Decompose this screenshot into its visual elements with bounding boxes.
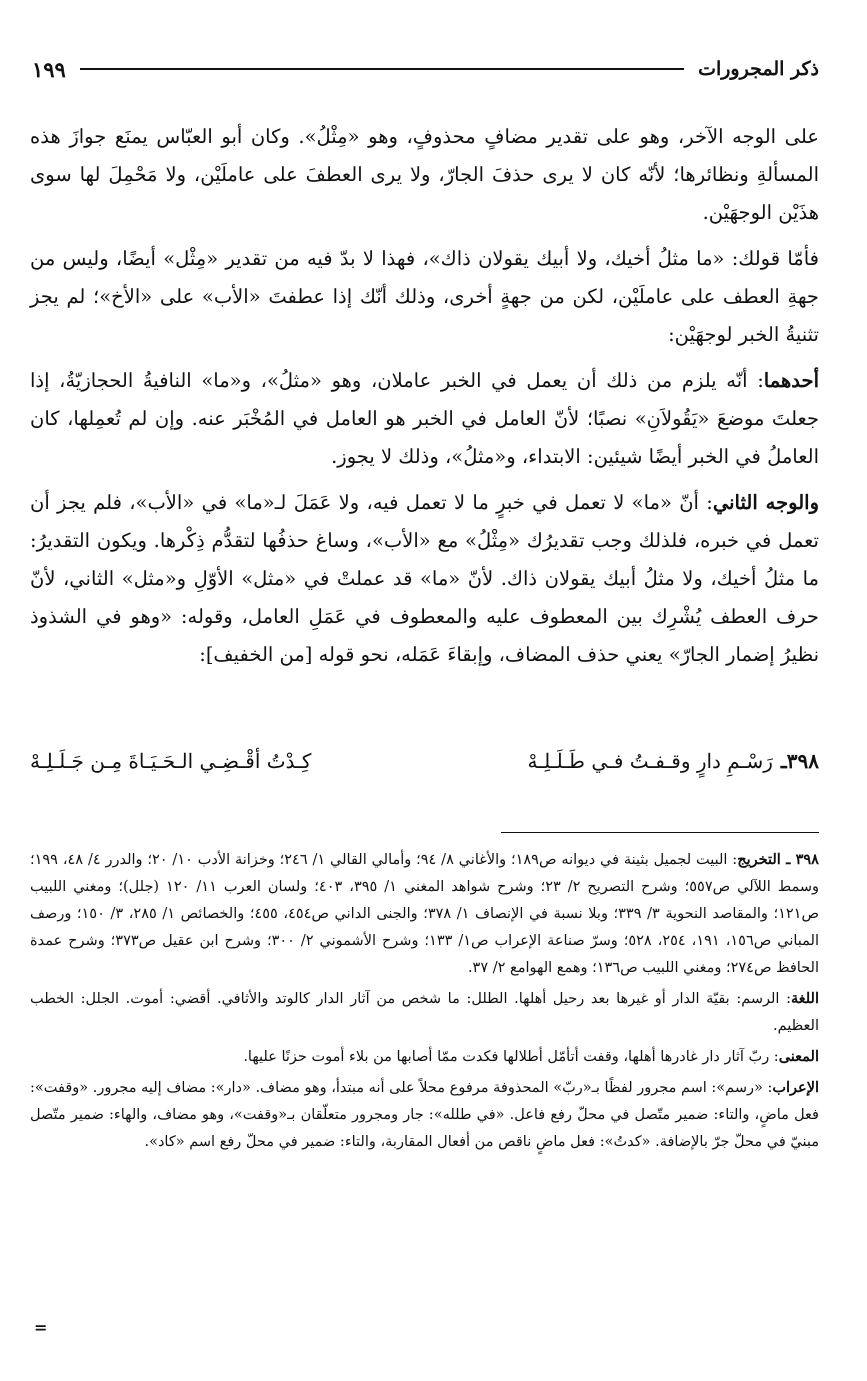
mana-label: المعنى [778,1048,819,1065]
footnote-separator [501,832,819,833]
irab-label: الإعراب [772,1079,819,1096]
paragraph-4-label: والوجه الثاني [712,491,820,514]
verse-second-hemistich: كِـدْتُ أقْـضِـي الـحَـيَـاةَ مِـن جَـلَـلِـهْ [30,749,312,773]
takhrij-text: : البيت لجميل بثينة في ديوانه ص١٨٩؛ والأغاني ٨/ ٩٤؛ وأمالي القالي ١/ ٢٤٦؛ وخزانة الأدب ١٠/ ٢٠؛ والدرر ٤/ ٤٨، ١٩٩؛ وسمط اللآلي ص٥٥٧؛ وشرح التصريح ٢/ ٢٣؛ وشرح شواهد المغني ١/ ٣٩٥، ٤٠٣؛ ولسان العرب ١١/ ١٢٠ (جلل)؛ ومغني اللبيب ص١٢١؛ والمقاصد النحوية ٣/ ٣٣٩؛ وبلا نسبة في الإنصاف ١/ ٣٧٨؛ والجنى الداني ص٤٥٤، ٤٥٥؛ والخصائص ١/ ٢٨٥، ٣/ ١٥٠؛ ورصف المباني ص١٥٦، ١٩١، ٢٥٤، ٥٢٨؛ وسرّ صناعة الإعراب ص١/ ١٣٣؛ وشرح الأشموني ٢/ ٣٠٠؛ وشرح ابن عقيل ص٣٧٣؛ وشرح عمدة الحافظ ص٢٧٤؛ ومغني اللبيب ص١٣٦؛ وهمع الهوامع ٢/ ٣٧. [30,852,820,976]
footnotes [30,846,819,1159]
paragraph-3-label: أحدهما [763,369,819,392]
verse-first-hemistich: رَسْـمِ دارٍ وقـفـتُ فـي طَـلَـلِـهْ [527,749,773,773]
paragraph-4-text: : أنّ «ما» لا تعمل في خبرٍ ما لا تعمل فيه، ولا عَمَلَ لـ«ما» في «الأب»، فلم يجز أن تعمل في خبره، فلذلك وجب تقديرُك «مِثْلُ» مع «الأب»، وساغ حذفُها لتقدُّم ذِكْرها. ويكون التقديرُ: ما مثلُ أخيك، ولا مثلُ أبيك يقولان ذاك. لأنّ «ما» قد عملتْ في «مثل» الأوّلِ و«مثل» الثاني، لأنّ حرف العطف يُشْرِك بين المعطوف عليه والمعطوف في عَمَلِ العامل، وقوله: «وهو في الشذوذ نظيرُ إضمار الجارّ» يعني حذف المضاف، وإبقاءَ عَمَله، نحو قوله [من الخفيف]: [30,491,819,666]
main-text [30,118,819,682]
mana-text: : ربّ آثار دار غادرها أهلها، وقفت أتأمّل أطلالها فكدت ممّا أصابها من بلاء أموت حزنًا عليها. [243,1049,779,1065]
lugha-text: : الرسم: بقيّة الدار أو غيرها بعد رحيل أهلها. الطلل: ما شخص من آثار الدار كالوتد والأثافي. أقضي: أموت. الجلل: الخطب العظيم. [30,991,819,1034]
page-number: ١٩٩ [32,56,66,82]
header-rule [80,68,684,70]
takhrij-label: ٣٩٨ ـ التخريج [737,851,819,868]
paragraph-3 [30,362,819,476]
verse-number: ٣٩٨ـ [780,749,819,773]
running-header [32,52,819,86]
paragraph-2: فأمّا قولك: «ما مثلُ أخيك، ولا أبيك يقولان ذاك»، فهذا لا بدّ فيه من تقدير «مِثْل» أيضًا، وليس من جهةِ العطف على عاملَيْن، لكن من جهةٍ أخرى، وذلك أنّك إذا عطفتَ «الأب» على «الأخ»؛ لم يجز تثنيةُ الخبر لوجهَيْن: [30,247,819,346]
paragraph-1: على الوجه الآخر، وهو على تقدير مضافٍ محذوفٍ، وهو «مِثْلُ». وكان أبو العبّاس يمنَع جوازَ هذه المسألةِ ونظائرها؛ لأنّه كان لا يرى حذفَ الجارّ، ولا يرى العطفَ على عاملَيْن، ولا مَحْمِلَ لها سوى هذَيْن الوجهَيْن. [30,125,819,224]
footnote-mana [30,1043,819,1071]
chapter-title: ذكر المجرورات [698,58,819,80]
lugha-label: اللغة [790,990,819,1007]
footnote-lugha [30,985,819,1040]
paragraph-3-text: : أنّه يلزم من ذلك أن يعمل في الخبر عاملان، وهو «مثلُ»، و«ما» النافيةُ الحجازيّةُ، إذا جعلتَ موضعَ «يَقُولاَنِ» نصبًا؛ لأنّ العامل في الخبر هو العامل في المُخْبَر عنه. وإن لم تُعمِلها، كان العاملُ في الخبر أيضًا شيئين: الابتداء، و«مثلُ»، وذلك لا يجوز. [30,369,819,468]
irab-text: : «رسم»: اسم مجرور لفظًا بـ«ربّ» المحذوفة مرفوع محلاً على أنه مبتدأ، وهو مضاف. «دار»: مضاف إليه مجرور. «وقفت»: فعل ماضٍ، والتاء: ضمير متّصل في محلّ رفع فاعل. «في طلله»: جار ومجرور متعلّقان بـ«وقفت»، وهو مضاف، والهاء: ضمير متّصل مبنيّ في محلّ جرّ بالإضافة. «كدتُ»: فعل ماضٍ ناقص من أفعال المقاربة، والتاء: ضمير في محلّ رفع اسم «كاد». [30,1080,819,1150]
poetry-verse [30,741,819,781]
footnote-takhrij [30,846,819,982]
continuation-mark: = [34,1318,48,1337]
paragraph-4 [30,484,819,674]
footnote-irab [30,1074,819,1156]
